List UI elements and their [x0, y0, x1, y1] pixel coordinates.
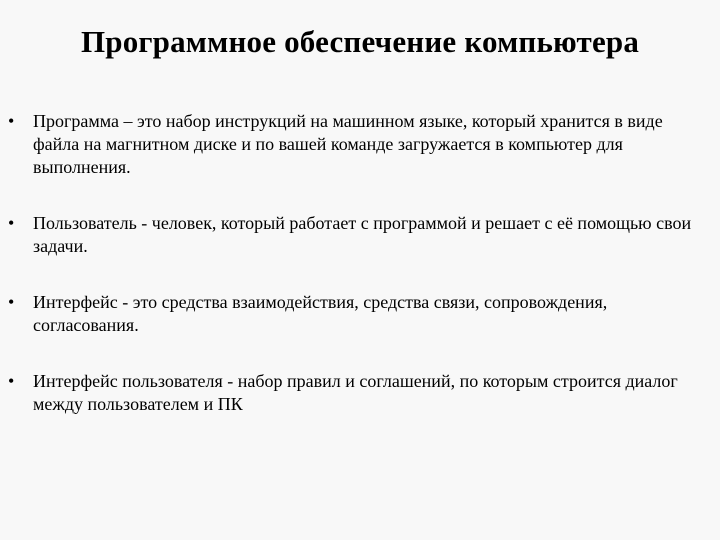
bullet-item-interface: [0, 291, 720, 337]
bullet-icon: •: [8, 213, 15, 233]
bullet-text: Программа – это набор инструкций на машинном языке, который хранится в виде файла на магнитном диске и по вашей команде загружается в компьютер для выполнения.: [33, 111, 663, 177]
bullet-item-program: [0, 110, 720, 179]
bullet-icon: •: [8, 292, 15, 312]
bullet-text: Интерфейс пользователя - набор правил и соглашений, по которым строится диалог между пользователем и ПК: [33, 371, 678, 414]
bullet-item-user-interface: [0, 370, 720, 416]
slide-title: Программное обеспечение компьютера: [80, 24, 640, 59]
bullet-text: Пользователь - человек, который работает с программой и решает с её помощью свои задачи.: [33, 213, 692, 256]
bullet-list: [0, 110, 720, 449]
bullet-icon: •: [8, 371, 15, 391]
bullet-item-user: [0, 212, 720, 258]
bullet-text: Интерфейс - это средства взаимодействия, средства связи, сопровождения, согласования.: [33, 292, 608, 335]
bullet-icon: •: [8, 111, 15, 131]
